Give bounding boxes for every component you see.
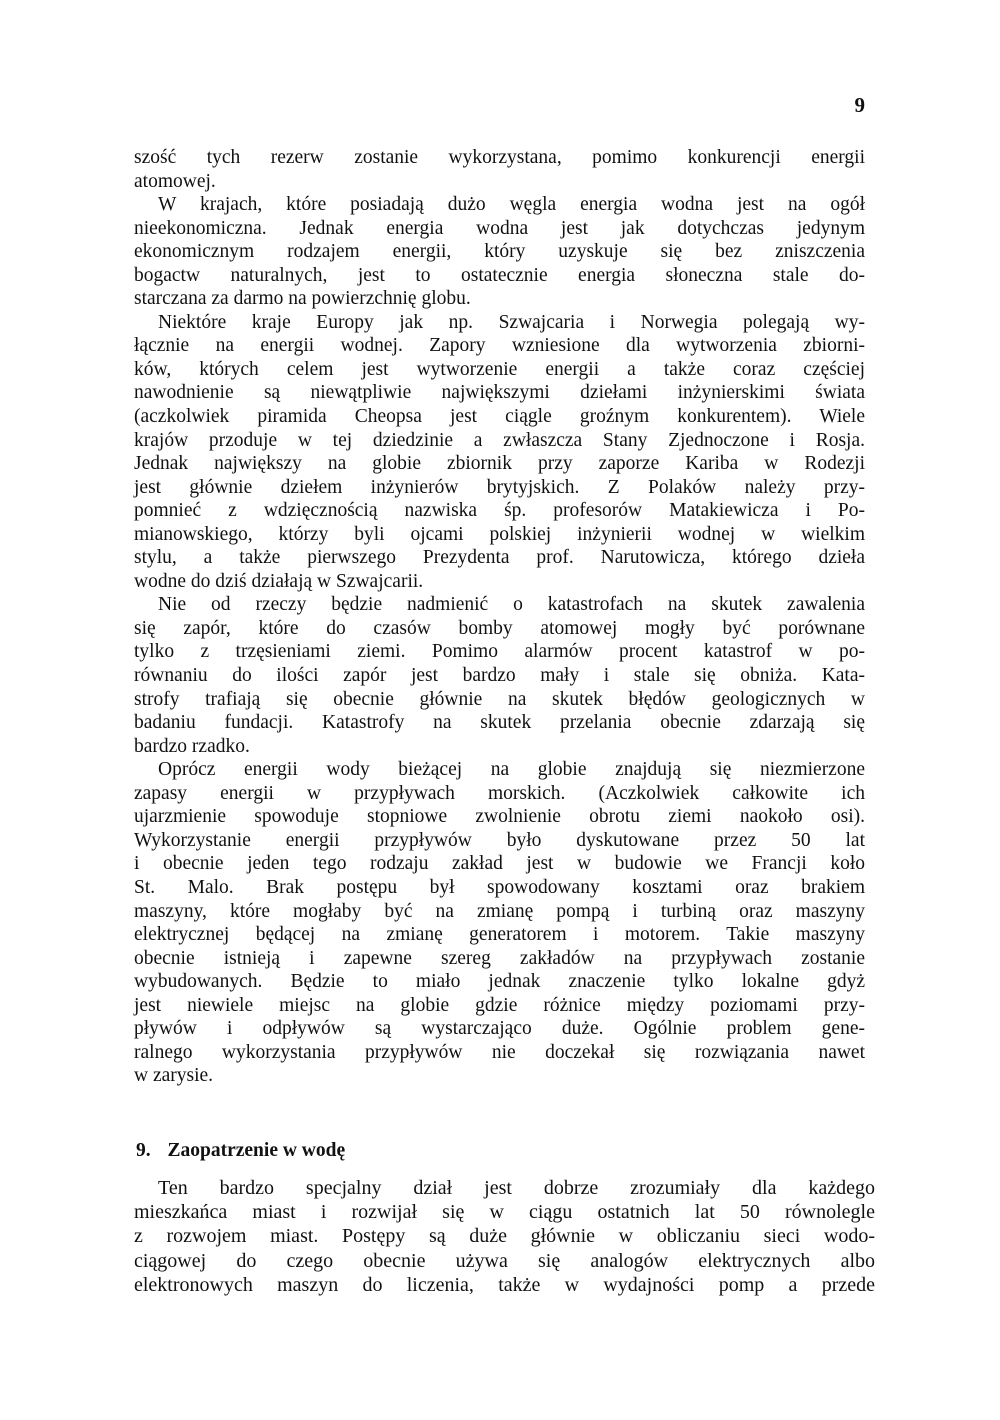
paragraph — [134, 146, 865, 193]
text-line: wodne do dziś działają w Szwajcarii. — [134, 570, 424, 592]
text-line: zapasy energii w przypływach morskich. (Aczkolwiek całkowite ich — [134, 782, 865, 804]
paragraph — [134, 311, 865, 594]
text-line: bardzo rzadko. — [134, 735, 250, 757]
text-line: Oprócz energii wody bieżącej na globie znajdują się niezmierzone — [158, 759, 865, 781]
text-line: w zarysie. — [134, 1065, 214, 1087]
text-line: obecnie istnieją i zapewne szereg zakładów na przypływach zostanie — [134, 947, 865, 969]
text-line: mianowskiego, którzy byli ojcami polskiej inżynierii wodnej w wielkim — [134, 523, 865, 545]
text-line: tylko z trzęsieniami ziemi. Pomimo alarmów procent katastrof w po- — [134, 641, 865, 663]
text-line: (aczkolwiek piramida Cheopsa jest ciągle groźnym konkurentem). Wiele — [134, 406, 865, 428]
section-number: 9. — [136, 1140, 151, 1161]
text-line: Nie od rzeczy będzie nadmienić o katastrofach na skutek zawalenia — [158, 594, 865, 616]
text-line: bogactw naturalnych, jest to ostatecznie energia słoneczna stale do- — [134, 264, 865, 286]
page-number: 9 — [854, 93, 865, 117]
text-line: Ten bardzo specjalny dział jest dobrze zrozumiały dla każdego — [158, 1177, 875, 1199]
body-text — [134, 146, 865, 1088]
text-line: atomowej. — [134, 170, 216, 192]
section-heading — [136, 1140, 345, 1162]
text-line: W krajach, które posiadają dużo węgla energia wodna jest na ogół — [158, 194, 865, 216]
section-body — [134, 1176, 875, 1297]
text-line: ralnego wykorzystania przypływów nie doczekał się rozwiązania nawet — [134, 1041, 865, 1063]
text-line: wybudowanych. Będzie to miało jednak znaczenie tylko lokalne gdyż — [134, 971, 865, 993]
text-line: i obecnie jeden tego rodzaju zakład jest w budowie we Francji koło — [134, 853, 865, 875]
section-title: Zaopatrzenie w wodę — [167, 1140, 346, 1161]
text-line: krajów przoduje w tej dziedzinie a zwłaszcza Stany Zjednoczone i Rosja. — [134, 429, 865, 451]
text-line: mieszkańca miast i rozwijał się w ciągu ostatnich lat 50 równolegle — [134, 1201, 875, 1224]
text-line: jest głównie dziełem inżynierów brytyjskich. Z Polaków należy przy- — [134, 476, 865, 498]
text-line: maszyny, które mogłaby być na zmianę pompą i turbiną oraz maszyny — [134, 900, 865, 922]
paragraph — [134, 758, 865, 1088]
text-line: się zapór, które do czasów bomby atomowej mogły być porównane — [134, 617, 865, 639]
text-line: badaniu fundacji. Katastrofy na skutek przelania obecnie zdarzają się — [134, 712, 865, 734]
text-line: jest niewiele miejsc na globie gdzie różnice między poziomami przy- — [134, 994, 865, 1016]
text-line: z rozwojem miast. Postępy są duże głównie w obliczaniu sieci wodo- — [134, 1225, 875, 1248]
text-line: ciągowej do czego obecnie używa się analogów elektrycznych albo — [134, 1249, 875, 1272]
text-line: nieekonomiczna. Jednak energia wodna jest jak dotychczas jedynym — [134, 217, 865, 239]
paragraph — [134, 193, 865, 311]
text-line: starczana za darmo na powierzchnię globu. — [134, 288, 471, 310]
text-line: strofy trafiają się obecnie głównie na skutek błędów geologicznych w — [134, 688, 865, 710]
text-line: St. Malo. Brak postępu był spowodowany kosztami oraz brakiem — [134, 876, 865, 898]
text-line: łącznie na energii wodnej. Zapory wzniesione dla wytworzenia zbiorni- — [134, 335, 865, 357]
text-line: stylu, a także pierwszego Prezydenta prof. Narutowicza, którego dzieła — [134, 547, 865, 569]
text-line: równaniu do ilości zapór jest bardzo mały i stale się obniża. Kata- — [134, 665, 865, 687]
text-line: szość tych rezerw zostanie wykorzystana, pomimo konkurencji energii — [134, 147, 865, 168]
text-line: nawodnienie są niewątpliwie największymi dziełami inżynierskimi świata — [134, 382, 865, 404]
text-line: pomnieć z wdzięcznością nazwiska śp. profesorów Matakiewicza i Po- — [134, 500, 865, 522]
text-line: Niektóre kraje Europy jak np. Szwajcaria i Norwegia polegają wy- — [158, 311, 865, 333]
text-line: ków, których celem jest wytworzenie energii a także coraz częściej — [134, 358, 865, 380]
text-line: pływów i odpływów są wystarczająco duże. Ogólnie problem gene- — [134, 1018, 865, 1040]
paragraph — [134, 593, 865, 758]
text-line: elektrycznej będącej na zmianę generatorem i motorem. Takie maszyny — [134, 924, 865, 946]
text-line: elektronowych maszyn do liczenia, także w wydajności pomp a przede — [134, 1273, 875, 1296]
text-line: Jednak największy na globie zbiornik przy zaporze Kariba w Rodezji — [134, 453, 865, 475]
text-line: ujarzmienie spowoduje stopniowe zwolnienie obrotu ziemi naokoło osi). — [134, 806, 865, 828]
text-line: ekonomicznym rodzajem energii, który uzyskuje się bez zniszczenia — [134, 241, 865, 263]
text-line: Wykorzystanie energii przypływów było dyskutowane przez 50 lat — [134, 829, 865, 851]
